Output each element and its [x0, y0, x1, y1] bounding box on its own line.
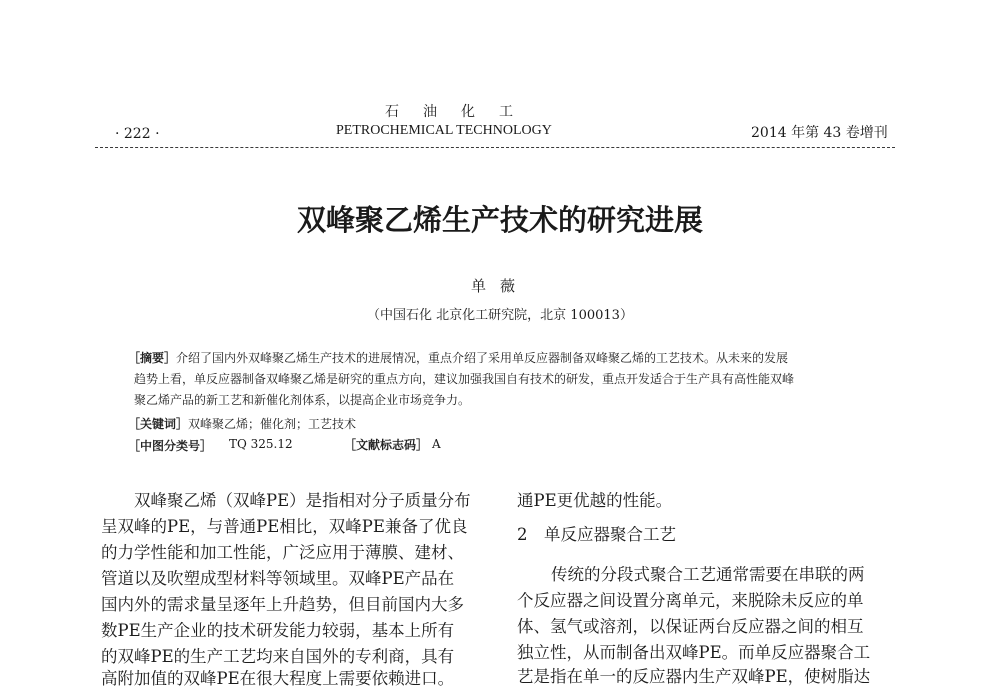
- body-right-top-line: 通PE更优越的性能。: [517, 491, 673, 510]
- abstract-line-1: [128, 349, 788, 366]
- body-left-line-3: 的力学性能和加工性能，广泛应用于薄膜、建材、: [101, 543, 464, 562]
- class-label: ［中图分类号］: [128, 439, 213, 453]
- page-number: · 222 ·: [115, 126, 160, 142]
- keywords-label: ［关键词］: [128, 417, 189, 431]
- body-left-line-6: 数PE生产企业的技术研发能力较弱，基本上所有: [101, 621, 455, 640]
- body-right-line-1: 传统的分段式聚合工艺通常需要在串联的两: [551, 565, 865, 584]
- doc-code: A: [432, 437, 441, 451]
- abstract-label: ［摘要］: [128, 351, 177, 365]
- doc-code-label: ［文献标志码］: [344, 438, 429, 452]
- body-right-line-5: 艺是指在单一的反应器内生产双峰PE，使树脂达: [517, 667, 871, 686]
- issue-info: 2014 年第 43 卷增刊: [751, 125, 888, 141]
- body-left-line-7: 的双峰PE的生产工艺均来自国外的专利商，具有: [101, 647, 455, 666]
- abstract-line-2: 趋势上看，单反应器制备双峰聚乙烯是研究的重点方向，建议加强我国自有技术的研发，重点开发适合于生产具有高性能双峰: [134, 372, 795, 386]
- journal-name-cn: 石油化工: [385, 104, 537, 120]
- section-heading: 2 单反应器聚合工艺: [517, 525, 676, 544]
- abstract-text-1: 介绍了国内外双峰聚乙烯生产技术的进展情况，重点介绍了采用单反应器制备双峰聚乙烯的工艺技术。从未来的发展: [176, 351, 789, 365]
- keywords-line: [128, 415, 356, 432]
- author-name: 单薇: [470, 277, 529, 295]
- body-left-line-5: 国内外的需求量呈逐年上升趋势，但目前国内大多: [101, 595, 464, 614]
- article-title: 双峰聚乙烯生产技术的研究进展: [296, 203, 703, 237]
- body-left-line-4: 管道以及吹塑成型材料等领域里。双峰PE产品在: [101, 569, 455, 588]
- body-right-line-2: 个反应器之间设置分离单元，来脱除未反应的单: [517, 591, 864, 610]
- abstract-line-3: 聚乙烯产品的新工艺和新催化剂体系，以提高企业市场竞争力。: [134, 393, 471, 407]
- header-rule: [95, 147, 895, 148]
- body-left-line-2: 呈双峰的PE，与普通PE相比，双峰PE兼备了优良: [101, 517, 468, 536]
- body-right-line-3: 体、氢气或溶剂，以保证两台反应器之间的相互: [517, 617, 864, 636]
- author-affiliation: （中国石化 北京化工研究院，北京 100013）: [367, 308, 633, 323]
- class-code: TQ 325.12: [229, 437, 293, 451]
- keywords-text: 双峰聚乙烯；催化剂；工艺技术: [188, 417, 357, 431]
- body-left-line-1: 双峰聚乙烯（双峰PE）是指相对分子质量分布: [134, 491, 471, 510]
- journal-name-en: PETROCHEMICAL TECHNOLOGY: [336, 123, 552, 138]
- body-right-line-4: 独立性，从而制备出双峰PE。而单反应器聚合工: [517, 643, 871, 662]
- body-left-line-8: 高附加值的双峰PE在很大程度上需要依赖进口。: [101, 669, 455, 688]
